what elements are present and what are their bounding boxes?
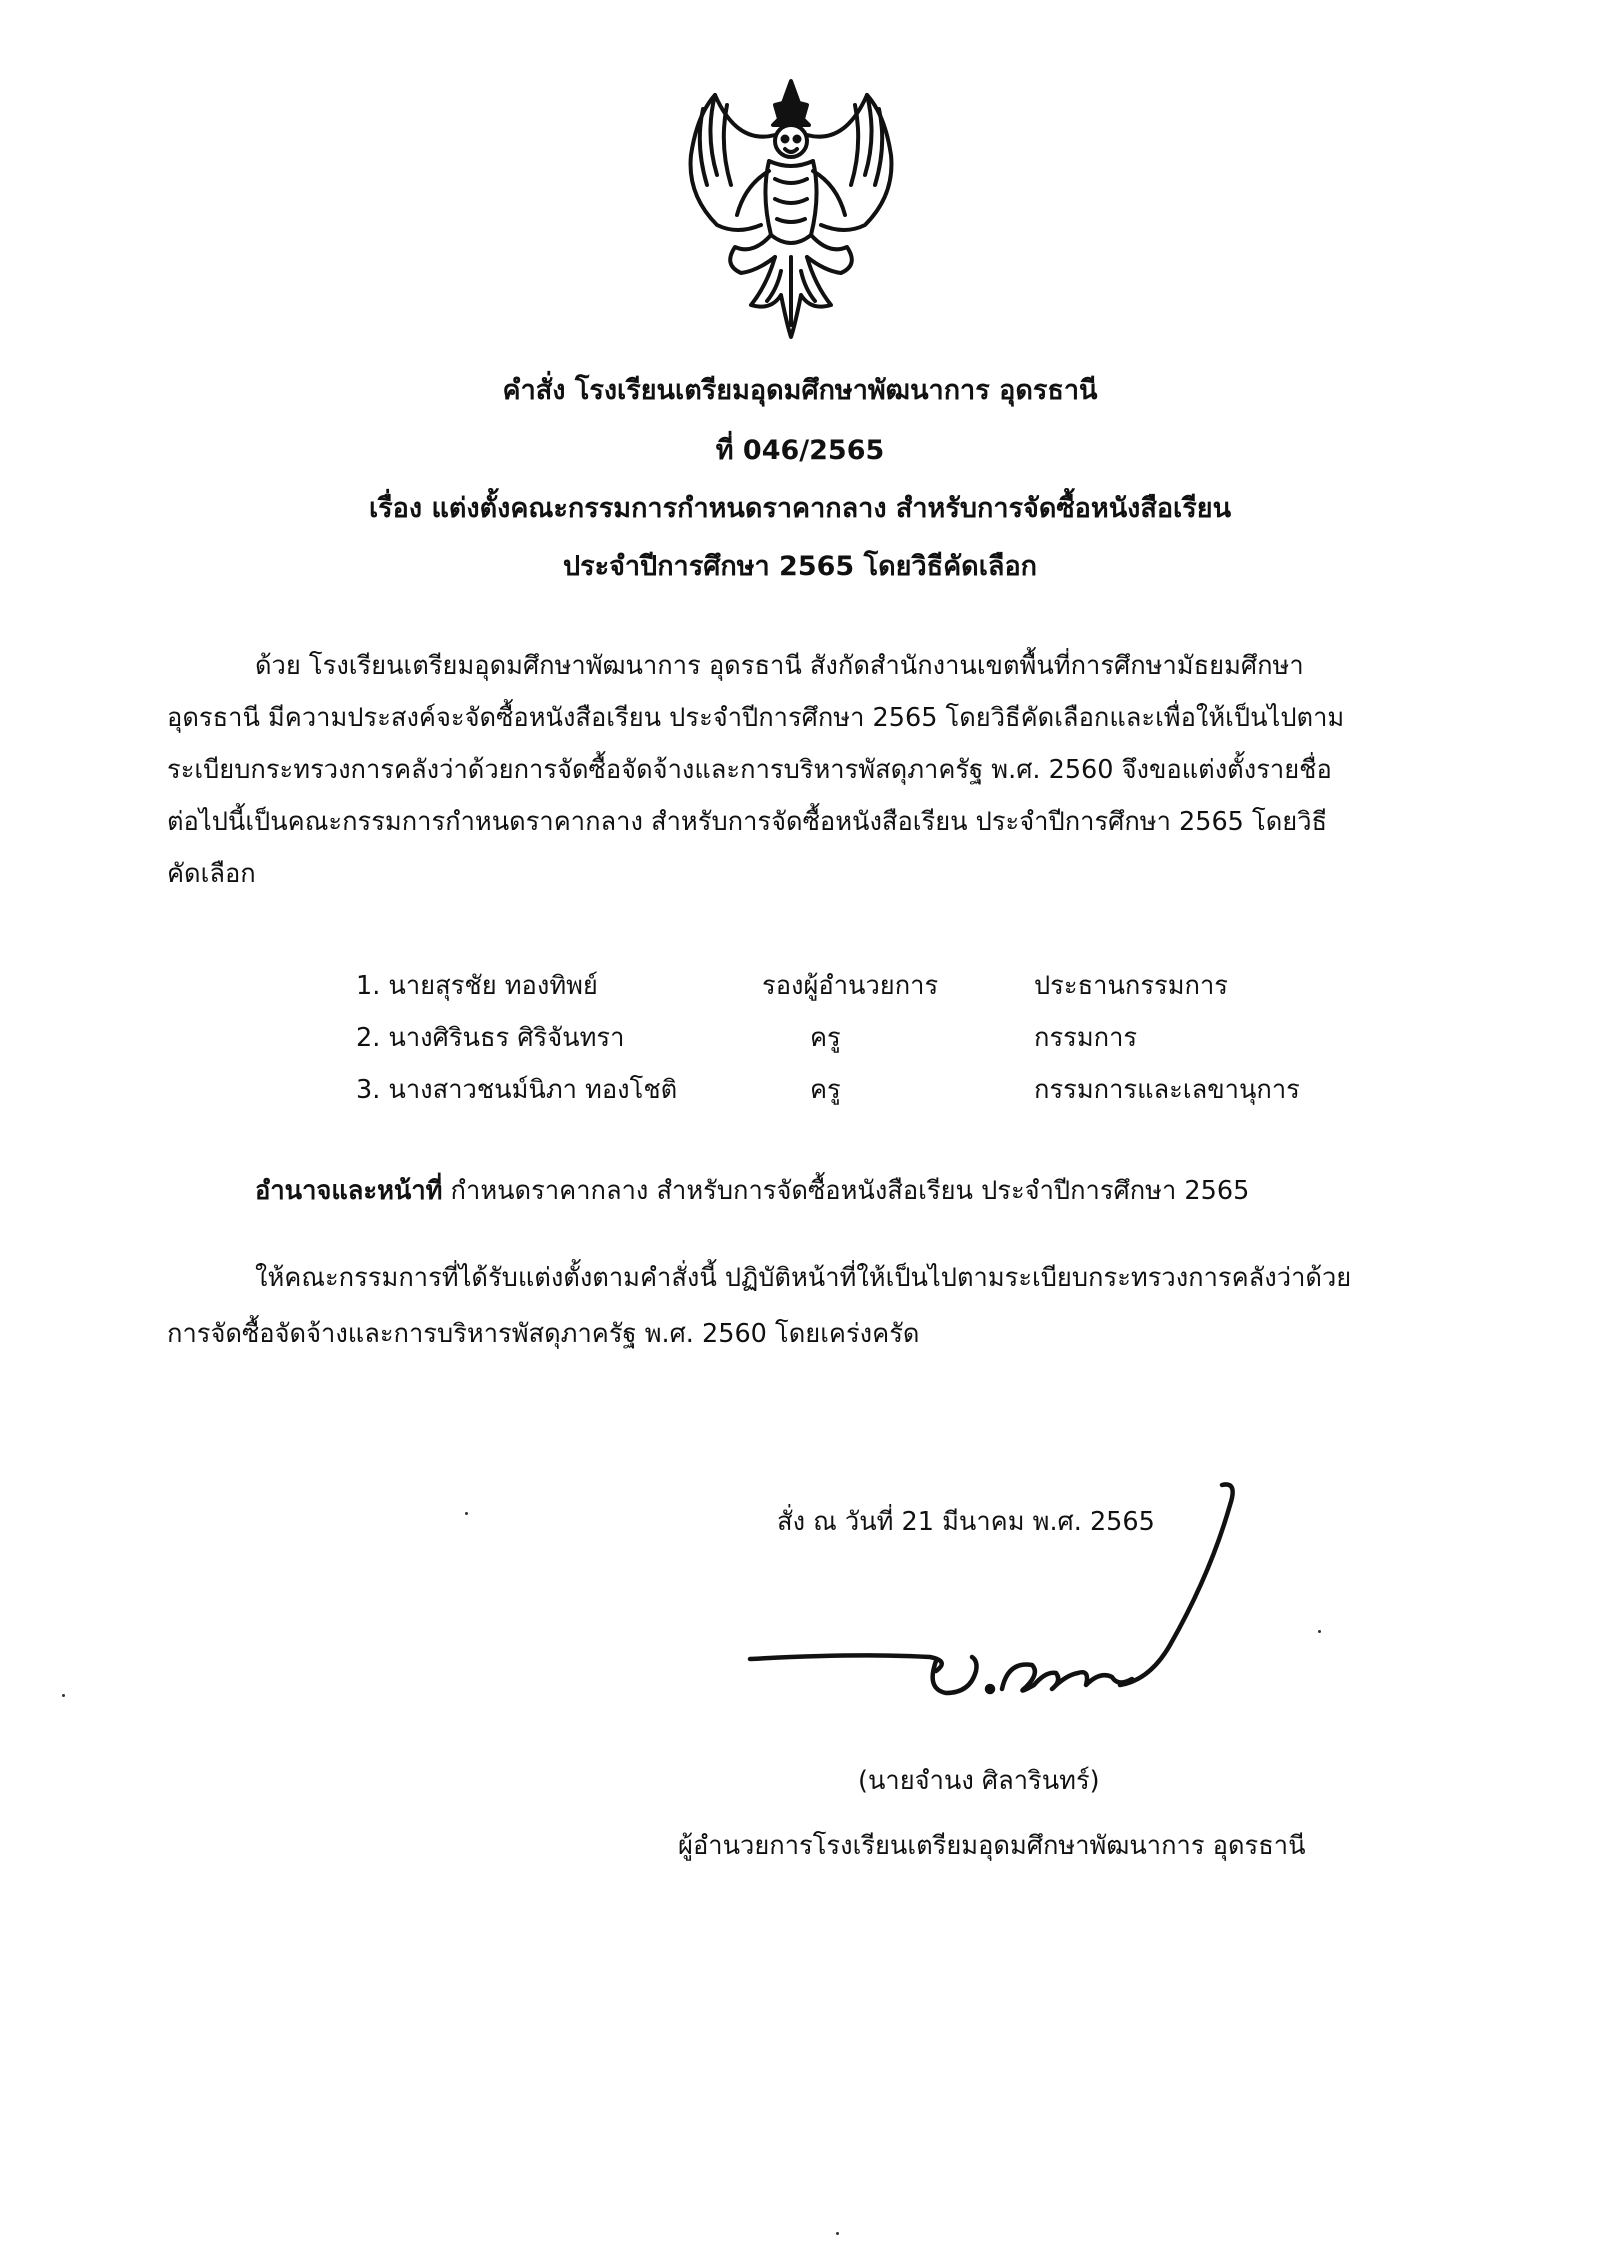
- closing-paragraph: [167, 1250, 1405, 1362]
- order-number: ที่ 046/2565: [715, 435, 885, 466]
- order-date: สั่ง ณ วันที่ 21 มีนาคม พ.ศ. 2565: [777, 1507, 1155, 1537]
- garuda-emblem-icon: [657, 75, 925, 343]
- subject-line-1: เรื่อง แต่งตั้งคณะกรรมการกำหนดราคากลาง สำหรับการจัดซื้อหนังสือเรียน: [368, 493, 1232, 524]
- intro-paragraph: [167, 640, 1405, 900]
- member-position: ครู: [810, 1075, 841, 1105]
- closing-line: ให้คณะกรรมการที่ได้รับแต่งตั้งตามคำสั่งนี้ ปฏิบัติหน้าที่ให้เป็นไปตามระเบียบกระทรวงการคลังว่าด้วย: [255, 1263, 1352, 1293]
- member-name: 2. นางศิรินธร ศิริจันทรา: [356, 1023, 625, 1053]
- intro-line: ต่อไปนี้เป็นคณะกรรมการกำหนดราคากลาง สำหรับการจัดซื้อหนังสือเรียน ประจำปีการศึกษา 2565 โดยวิธี: [167, 807, 1328, 837]
- member-role: กรรมการ: [1034, 1023, 1138, 1053]
- member-position: ครู: [810, 1023, 841, 1053]
- duty-text: กำหนดราคากลาง สำหรับการจัดซื้อหนังสือเรียน ประจำปีการศึกษา 2565: [442, 1176, 1250, 1206]
- intro-line: อุดรธานี มีความประสงค์จะจัดซื้อหนังสือเรียน ประจำปีการศึกษา 2565 โดยวิธีคัดเลือกและเพื่อให้เป็นไปตาม: [167, 703, 1345, 733]
- signer-name: (นายจำนง ศิลารินทร์): [858, 1766, 1100, 1796]
- member-role: ประธานกรรมการ: [1034, 971, 1228, 1001]
- committee-member: [356, 1012, 1406, 1064]
- subject-line-2: ประจำปีการศึกษา 2565 โดยวิธีคัดเลือก: [562, 551, 1038, 582]
- order-title: คำสั่ง โรงเรียนเตรียมอุดมศึกษาพัฒนาการ อุดรธานี: [502, 375, 1098, 406]
- member-name: 3. นางสาวชนม์นิภา ทองโชติ: [356, 1075, 678, 1105]
- closing-line: การจัดซื้อจัดจ้างและการบริหารพัสดุภาครัฐ พ.ศ. 2560 โดยเคร่งครัด: [167, 1319, 920, 1349]
- committee-member: [356, 960, 1406, 1012]
- duty-paragraph: [255, 1165, 1249, 1217]
- scan-speck: [1318, 1630, 1321, 1633]
- committee-list: [356, 960, 1406, 1116]
- intro-line: ระเบียบกระทรวงการคลังว่าด้วยการจัดซื้อจัดจ้างและการบริหารพัสดุภาครัฐ พ.ศ. 2560 จึงขอแต่งตั้งรายชื่อ: [167, 755, 1332, 785]
- member-name: 1. นายสุรชัย ทองทิพย์: [356, 971, 598, 1001]
- scan-speck: [465, 1512, 468, 1515]
- duty-label: อำนาจและหน้าที่: [255, 1176, 443, 1206]
- scan-speck: [836, 2232, 839, 2235]
- handwritten-signature: [740, 1475, 1260, 1765]
- signer-title: ผู้อำนวยการโรงเรียนเตรียมอุดมศึกษาพัฒนาการ อุดรธานี: [678, 1831, 1306, 1861]
- member-position: รองผู้อำนวยการ: [762, 971, 939, 1001]
- intro-line: คัดเลือก: [167, 859, 256, 889]
- scan-speck: [62, 1694, 65, 1697]
- intro-line: ด้วย โรงเรียนเตรียมอุดมศึกษาพัฒนาการ อุดรธานี สังกัดสำนักงานเขตพื้นที่การศึกษามัธยมศึกษา: [255, 651, 1304, 681]
- member-role: กรรมการและเลขานุการ: [1034, 1075, 1300, 1105]
- committee-member: [356, 1064, 1406, 1116]
